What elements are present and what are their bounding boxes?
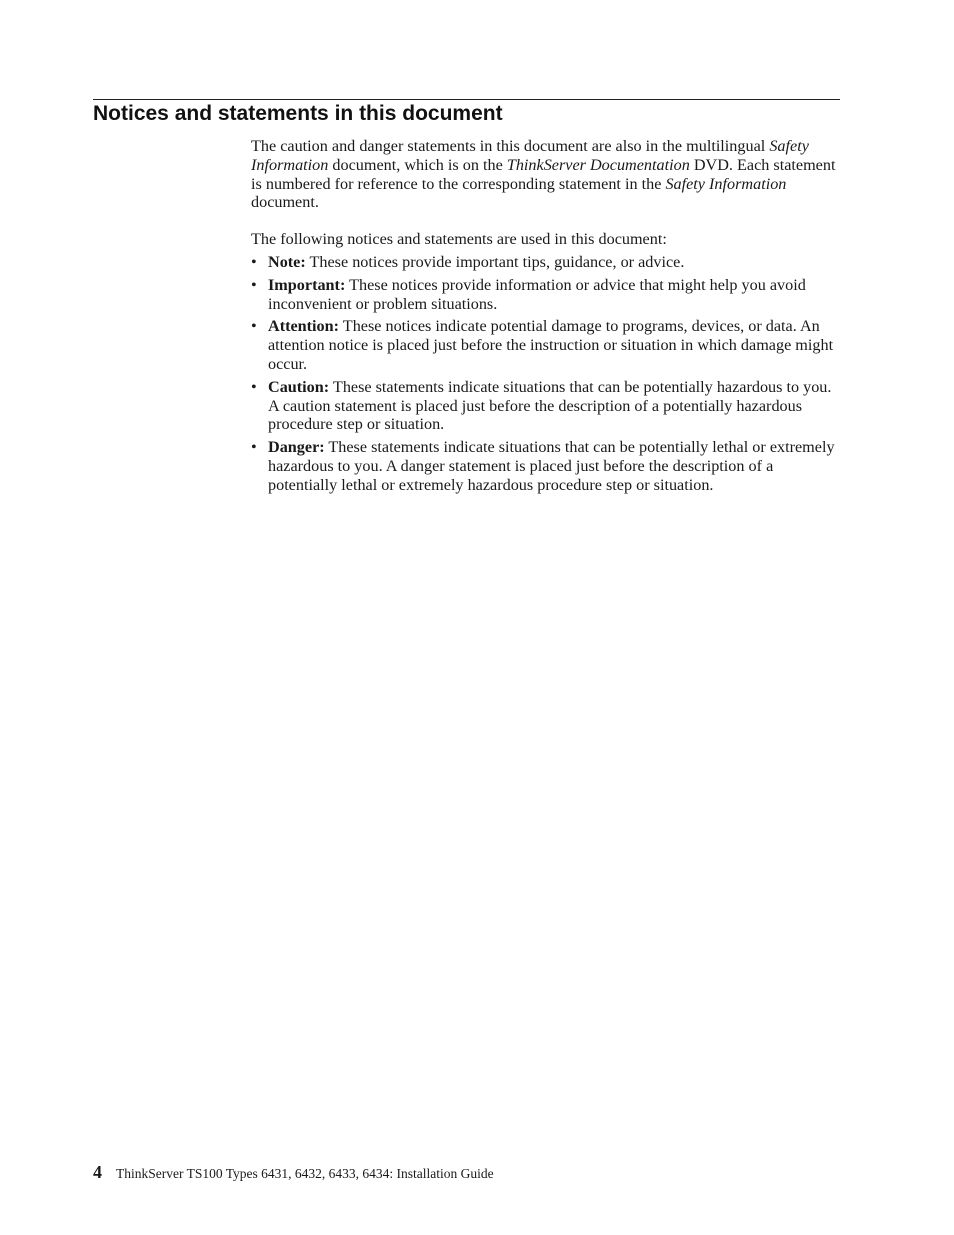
footer-title: ThinkServer TS100 Types 6431, 6432, 6433, 6434: Installation Guide bbox=[116, 1166, 494, 1181]
intro-title-2: ThinkServer Documentation bbox=[506, 155, 690, 174]
bullet: • bbox=[251, 252, 257, 271]
notice-text: These notices indicate potential damage to programs, devices, or data. An attention notice is placed just before the instruction or situation in which damage might occur. bbox=[268, 317, 834, 373]
notice-term: Important: bbox=[268, 275, 346, 294]
page-number: 4 bbox=[93, 1162, 102, 1182]
notice-text: These statements indicate situations that can be potentially lethal or extremely hazardous to you. A danger statement is placed just before the description of a potentially lethal or extremely hazardous procedure step or situation. bbox=[268, 438, 835, 494]
intro-text-3: DVD. Each statement is numbered for reference to the corresponding statement in the bbox=[251, 155, 836, 193]
section-body bbox=[251, 137, 843, 499]
page-footer bbox=[93, 1162, 494, 1183]
list-item-caution bbox=[251, 378, 843, 434]
intro-text-4: document. bbox=[251, 193, 319, 212]
intro-text-2: document, which is on the bbox=[328, 155, 507, 174]
notice-term: Note: bbox=[268, 252, 306, 271]
list-item-note bbox=[251, 253, 843, 272]
intro-paragraph bbox=[251, 137, 843, 212]
notice-term: Attention: bbox=[268, 317, 340, 336]
heading-rule bbox=[93, 99, 840, 100]
notice-term: Danger: bbox=[268, 438, 325, 457]
intro-text-1: The caution and danger statements in this document are also in the multilingual bbox=[251, 137, 770, 155]
list-item-attention bbox=[251, 317, 843, 373]
list-item-danger bbox=[251, 438, 843, 494]
list-item-important bbox=[251, 276, 843, 314]
bullet: • bbox=[251, 275, 257, 294]
lead-paragraph: The following notices and statements are used in this document: bbox=[251, 230, 667, 249]
intro-title-3: Safety Information bbox=[665, 174, 787, 193]
bullet: • bbox=[251, 317, 257, 336]
notice-text: These notices provide information or advice that might help you avoid inconvenient or problem situations. bbox=[268, 275, 806, 313]
bullet: • bbox=[251, 438, 257, 457]
bullet: • bbox=[251, 377, 257, 396]
notice-text: These statements indicate situations that can be potentially hazardous to you. A caution statement is placed just before the description of a potentially hazardous procedure step or situation. bbox=[268, 377, 832, 434]
notice-list bbox=[251, 253, 843, 495]
intro-title-1: Safety Information bbox=[251, 137, 809, 174]
section-heading: Notices and statements in this document bbox=[93, 102, 503, 125]
notice-term: Caution: bbox=[268, 377, 330, 396]
notice-text: These notices provide important tips, guidance, or advice. bbox=[305, 252, 685, 271]
